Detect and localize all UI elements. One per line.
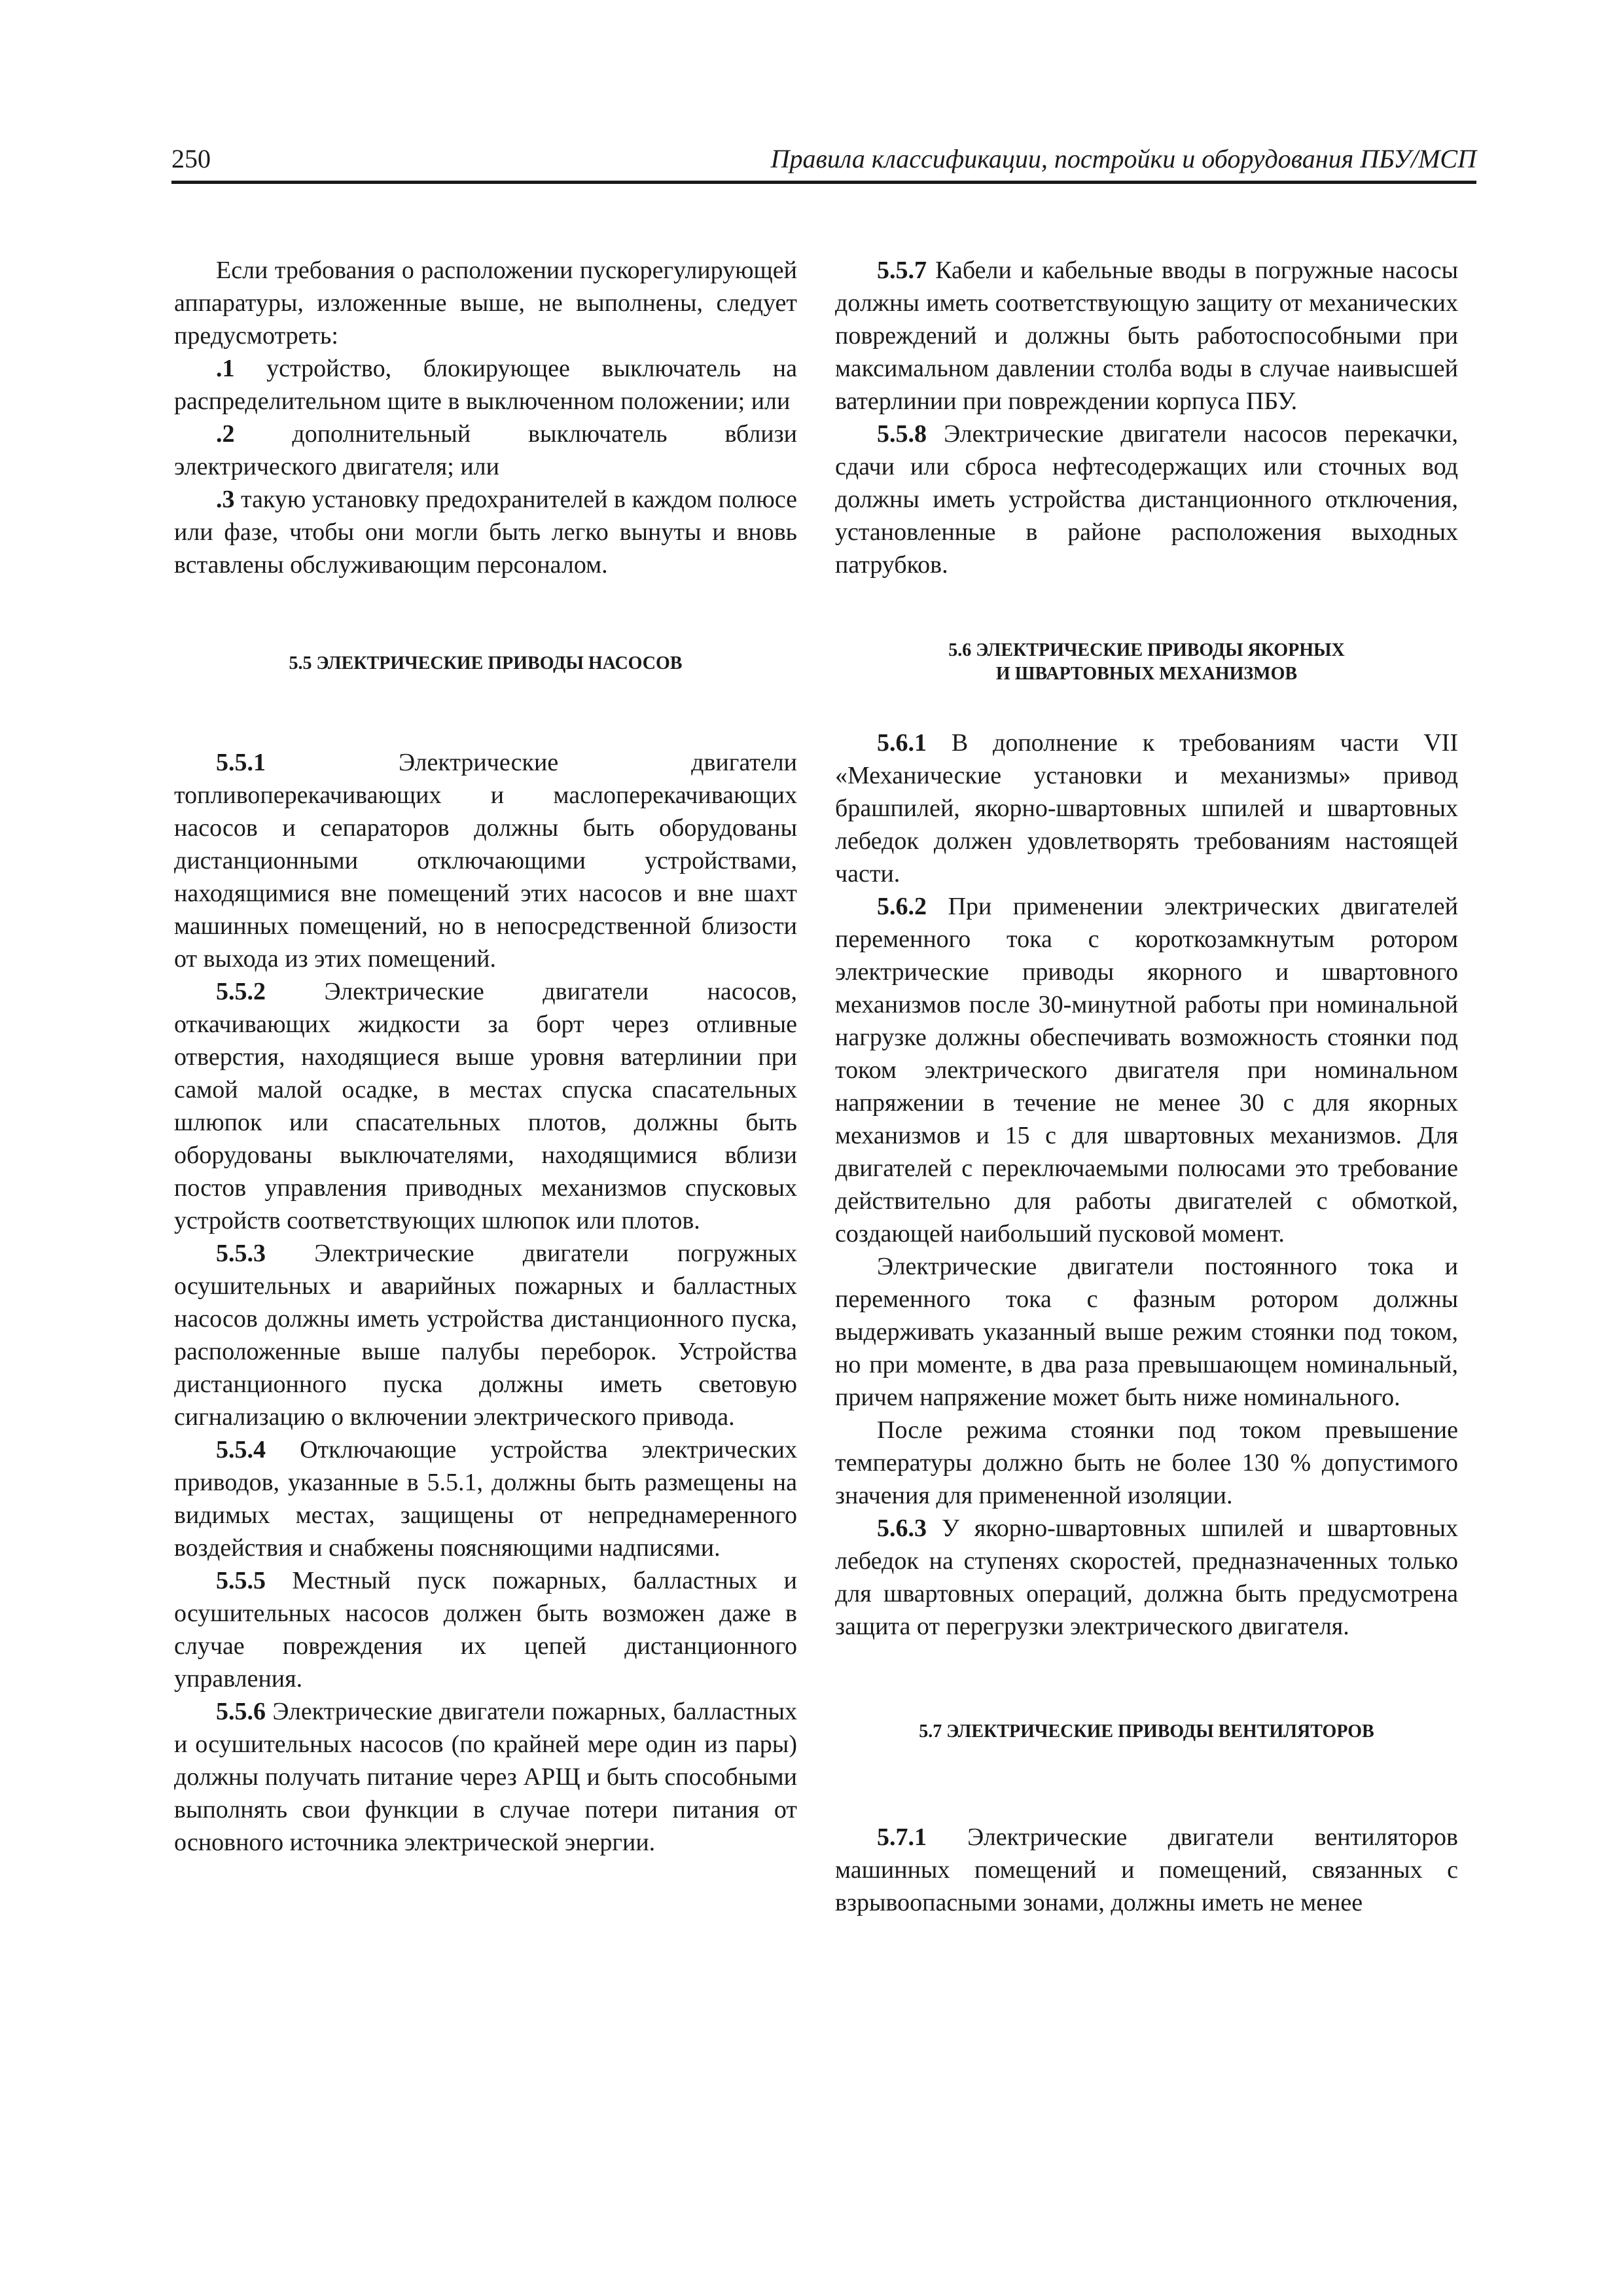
clause-number: 5.5.6 [216,1698,266,1725]
clause-number: 5.5.5 [216,1567,266,1594]
heading-line-2: И ШВАРТОВНЫХ МЕХАНИЗМОВ [995,664,1298,684]
list-item-text: такую установку предохранителей в каждом полюсе или фазе, чтобы они могли быть легко вынуты и вновь вставлены обслуживающим персоналом. [174,486,798,579]
clause-number: 5.5.1 [216,749,266,776]
clause-text: При применении электрических двигателей переменного тока с короткозамкнутым ротором электрические приводы якорного и швартовного механизмов после 30-минутной работы при номинальной нагрузке должны обеспечивать возможность стоянки под током электрического двигателя при номинальном напряжении в течение не менее 30 с для якорных механизмов и 15 с для швартовных механизмов. Для двигателей с переключаемыми полюсами это требование действительно для работы двигателей с обмоткой, создающей наибольший пусковой момент. [835,893,1458,1247]
clause-5-6-2 [835,890,1458,1250]
clause-text: Кабели и кабельные вводы в погружные насосы должны иметь соответствующую защиту от механических повреждений и должны быть работоспособными при максимальном давлении столба воды в случае наивысшей ватерлинии при повреждении корпуса ПБУ. [835,257,1458,415]
section-heading-5-5: 5.5 ЭЛЕКТРИЧЕСКИЕ ПРИВОДЫ НАСОСОВ [289,653,683,673]
clause-number: 5.5.8 [877,420,927,448]
clause-text: Электрические двигатели насосов, откачивающих жидкости за борт через отливные отверстия, находящиеся выше уровня ватерлинии при самой малой осадке, в местах спуска спасательных шлюпок или спасательных плотов, должны быть оборудованы выключателями, находящимися вблизи постов управления приводных механизмов спусковых устройств соответствующих шлюпок или плотов. [174,978,797,1234]
right-column [835,254,1458,1919]
list-item-1 [174,352,797,418]
page-number: 250 [171,144,211,173]
clause-5-6-3 [835,1512,1458,1643]
clause-5-5-6 [174,1695,797,1859]
clause-number: 5.5.2 [216,978,266,1005]
clause-text: В дополнение к требованиям части VII «Механические установки и механизмы» привод брашпилей, якорно-швартовных шпилей и швартовных лебедок должен удовлетворять требованиям настоящей части. [835,729,1458,888]
clause-5-5-5 [174,1564,797,1695]
list-item-2 [174,418,797,483]
clause-number: 5.5.4 [216,1436,266,1463]
clause-text: Электрические двигатели погружных осушительных и аварийных пожарных и балластных насосов должны иметь устройства дистанционного пуска, расположенные выше палубы переборок. Устройства дистанционного пуска должны иметь световую сигнализацию о включении электрического привода. [174,1240,797,1431]
clause-text: Электрические двигатели топливоперекачивающих и маслоперекачивающих насосов и сепараторов должны быть оборудованы дистанционными отключающими устройствами, находящимися вне помещений этих насосов и вне шахт машинных помещений, но в непосредственной близости от выхода из этих помещений. [174,749,797,973]
page-header [171,143,1476,184]
clause-number: 5.5.7 [877,257,927,284]
section-heading-5-7: 5.7 ЭЛЕКТРИЧЕСКИЕ ПРИВОДЫ ВЕНТИЛЯТОРОВ [919,1721,1374,1742]
clause-number: 5.6.3 [877,1515,927,1542]
clause-5-5-7 [835,254,1458,418]
list-item-number: .2 [216,420,235,448]
heading-line-1: 5.6 ЭЛЕКТРИЧЕСКИЕ ПРИВОДЫ ЯКОРНЫХ [948,640,1345,660]
clause-number: 5.6.2 [877,893,927,920]
paragraph-dc-motors: Электрические двигатели постоянного тока и переменного тока с фазным ротором должны выдерживать указанный выше режим стоянки под током, но при моменте, в два раза превышающем номинальный, причем напряжение может быть ниже номинального. [835,1253,1458,1411]
paragraph-temperature: После режима стоянки под током превышение температуры должно быть не более 130 % допустимого значения для примененной изоляции. [835,1416,1458,1509]
list-item-number: .3 [216,486,235,513]
clause-number: 5.5.3 [216,1240,266,1267]
intro-paragraph: Если требования о расположении пускорегулирующей аппаратуры, изложенные выше, не выполнены, следует предусмотреть: [174,257,797,350]
clause-number: 5.7.1 [877,1823,927,1851]
clause-5-5-8 [835,418,1458,581]
clause-text: У якорно-швартовных шпилей и швартовных лебедок на ступенях скоростей, предназначенных только для швартовных операций, должна быть предусмотрена защита от перегрузки электрического двигателя. [835,1515,1458,1640]
clause-5-5-1 [174,746,797,975]
left-column [174,254,797,1859]
section-heading-5-6 [835,639,1458,686]
list-item-text: дополнительный выключатель вблизи электрического двигателя; или [174,420,797,480]
running-title: Правила классификации, постройки и оборудования ПБУ/МСП [770,144,1476,173]
list-item-number: .1 [216,355,235,382]
clause-5-5-4 [174,1433,797,1564]
list-item-text: устройство, блокирующее выключатель на распределительном щите в выключенном положении; или [174,355,797,415]
clause-text: Электрические двигатели вентиляторов машинных помещений и помещений, связанных с взрывоопасными зонами, должны иметь не менее [835,1823,1458,1916]
clause-5-5-2 [174,975,797,1237]
clause-text: Местный пуск пожарных, балластных и осушительных насосов должен быть возможен даже в случае повреждения их цепей дистанционного управления. [174,1567,797,1693]
clause-text: Отключающие устройства электрических приводов, указанные в 5.5.1, должны быть размещены на видимых местах, защищены от непреднамеренного воздействия и снабжены поясняющими надписями. [174,1436,797,1562]
clause-number: 5.6.1 [877,729,927,757]
clause-5-6-1 [835,726,1458,890]
clause-5-5-3 [174,1237,797,1433]
clause-text: Электрические двигатели насосов перекачки, сдачи или сброса нефтесодержащих или сточных вод должны иметь устройства дистанционного отключения, установленные в районе расположения выходных патрубков. [835,420,1458,579]
list-item-3 [174,483,797,581]
clause-text: Электрические двигатели пожарных, балластных и осушительных насосов (по крайней мере один из пары) должны получать питание через АРЩ и быть способными выполнять свои функции в случае потери питания от основного источника электрической энергии. [174,1698,797,1856]
clause-5-7-1 [835,1821,1458,1919]
